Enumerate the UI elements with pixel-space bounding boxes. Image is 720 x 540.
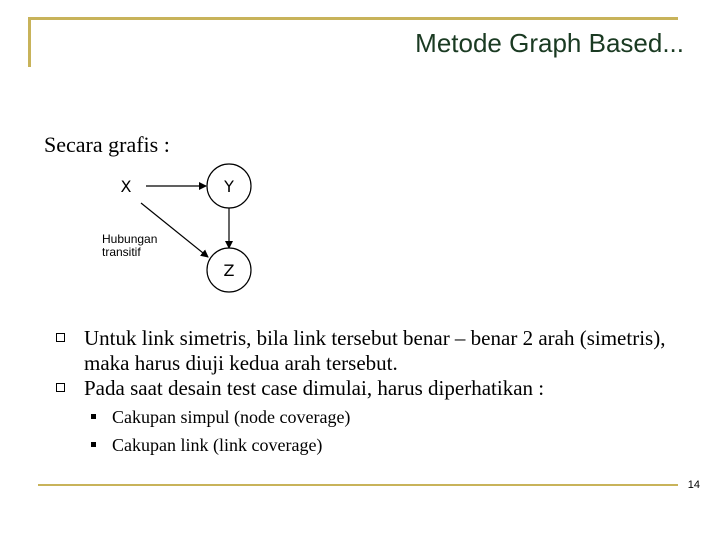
hollow-square-bullet-icon — [56, 383, 65, 392]
bullet-item — [68, 326, 688, 376]
node-x-label: X — [120, 177, 132, 196]
sub-bullet-item — [84, 403, 688, 431]
intro-text: Secara grafis : — [44, 132, 170, 157]
hollow-square-bullet-icon — [56, 333, 65, 342]
sub-bullet-list — [84, 403, 688, 459]
bullet-text: Pada saat desain test case dimulai, harus diperhatikan : — [84, 376, 545, 400]
bullet-text: Untuk link simetris, bila link tersebut benar – benar 2 arah (simetris), maka harus diuji kedua arah tersebut. — [84, 326, 666, 375]
relation-label-line-2: transitif — [102, 245, 141, 259]
bullet-item — [68, 376, 688, 459]
page-number: 14 — [687, 479, 700, 491]
square-bullet-icon — [91, 414, 96, 419]
sub-bullet-text: Cakupan link (link coverage) — [112, 435, 323, 455]
sub-bullet-text: Cakupan simpul (node coverage) — [112, 407, 351, 427]
square-bullet-icon — [91, 442, 96, 447]
relation-label — [102, 233, 157, 259]
bullet-list — [68, 326, 688, 459]
relation-label-line-1: Hubungan — [102, 232, 158, 246]
node-y-label: Y — [224, 177, 234, 196]
sub-bullet-item — [84, 431, 688, 459]
frame-bottom-rule — [38, 484, 678, 486]
node-z-label: Z — [223, 261, 235, 280]
slide-title: Metode Graph Based... — [415, 28, 684, 58]
